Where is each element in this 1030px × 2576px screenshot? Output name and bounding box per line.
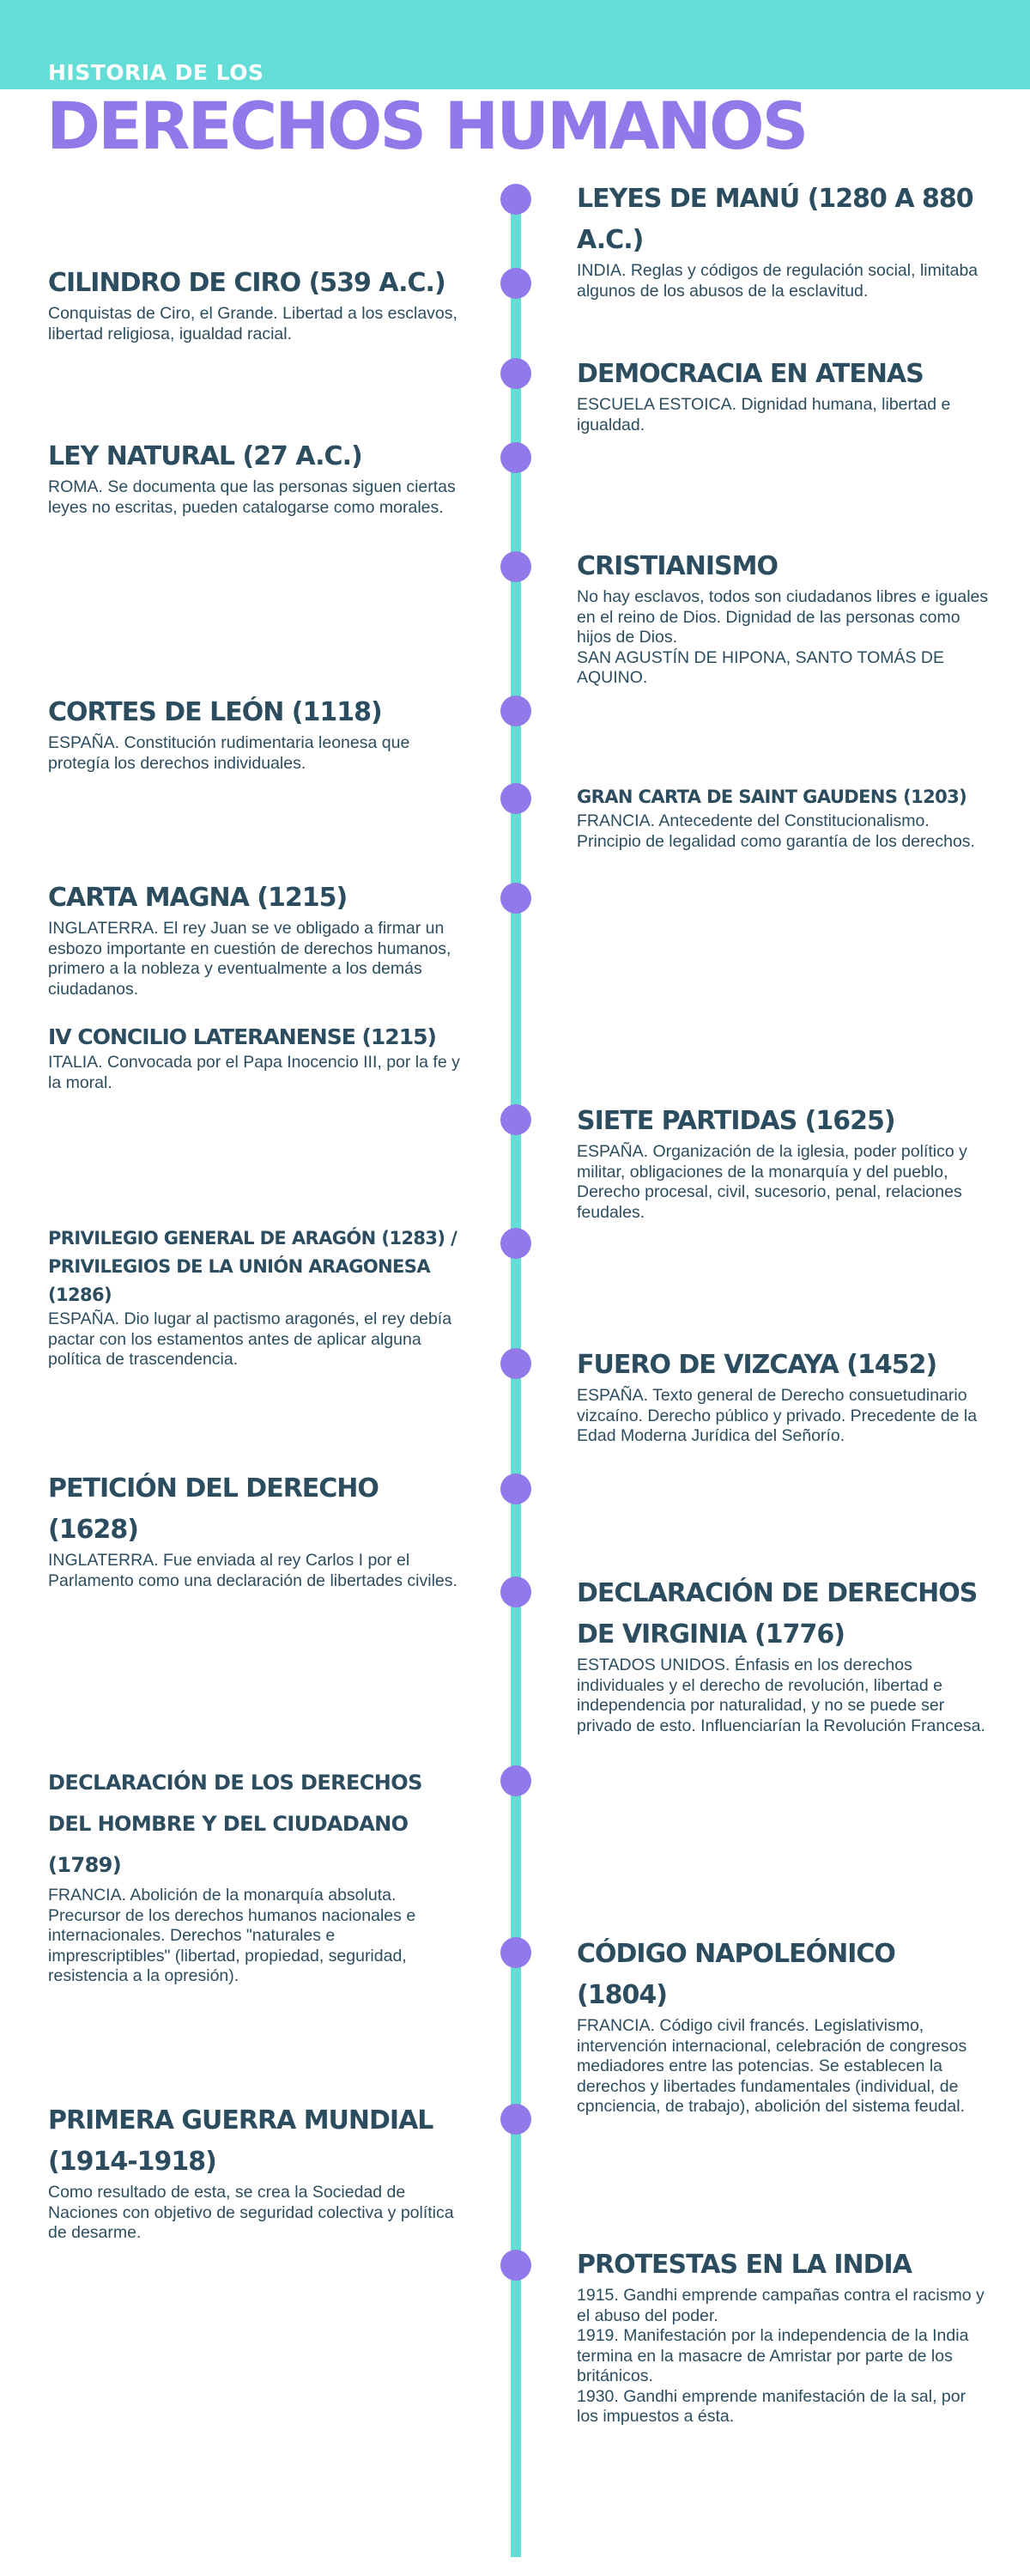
timeline-dot xyxy=(500,551,531,582)
timeline-dot xyxy=(500,1348,531,1379)
header-supertitle: HISTORIA DE LOS xyxy=(48,60,264,85)
event-description: Como resultado de esta, se crea la Sociedad de Naciones con objetivo de seguridad colectiva y política de desarme. xyxy=(48,2183,454,2242)
timeline-dot xyxy=(500,1937,531,1968)
event-primera-guerra-mundial xyxy=(48,2100,460,2244)
event-description: ESCUELA ESTOICA. Dignidad humana, libertad e igualdad. xyxy=(577,395,951,434)
timeline-dot xyxy=(500,268,531,299)
event-privilegio-general-aragon xyxy=(48,1224,460,1370)
event-title: PRIVILEGIO GENERAL DE ARAGÓN (1283) / PRIVILEGIOS DE LA UNIÓN ARAGONESA (1286) xyxy=(48,1228,457,1305)
event-description: ESTADOS UNIDOS. Énfasis en los derechos individuales y el derecho de revolución, libertad e independencia por naturalidad, y no se puede ser privado de esto. Influenciarían la Revolución Francesa. xyxy=(577,1656,985,1735)
event-description: INGLATERRA. El rey Juan se ve obligado a firmar un esbozo importante en cuestión de derechos humanos, primero a la nobleza y eventualmente a los demás ciudadanos. xyxy=(48,919,451,999)
timeline-dot xyxy=(500,1473,531,1504)
event-description: ESPAÑA. Dio lugar al pactismo aragonés, el rey debía pactar con los estamentos antes de aplicar alguna política de trascendencia. xyxy=(48,1309,452,1369)
event-description: ESPAÑA. Constitución rudimentaria leonesa que protegía los derechos individuales. xyxy=(48,733,410,773)
event-iv-concilio-lateranense xyxy=(48,1022,460,1093)
event-title: SIETE PARTIDAS (1625) xyxy=(577,1106,895,1136)
event-description: FRANCIA. Antecedente del Constitucionalismo. Principio de legalidad como garantía de los derechos. xyxy=(577,811,975,851)
event-fuero-de-vizcaya xyxy=(577,1345,989,1447)
page-title: DERECHOS HUMANOS xyxy=(46,88,807,164)
event-description: 1915. Gandhi emprende campañas contra el racismo y el abuso del poder. 1919. Manifestación por la independencia de la India termina en la masacre de Amristar por parte de los británicos. 1930. Gandhi emprende manifestación de la sal, por los impuestos a ésta. xyxy=(577,2286,985,2426)
event-title: CORTES DE LEÓN (1118) xyxy=(48,697,382,727)
event-declaracion-derechos-hombre xyxy=(48,1762,460,1987)
event-cortes-de-leon xyxy=(48,692,460,774)
event-carta-magna xyxy=(48,878,460,999)
event-ley-natural xyxy=(48,436,460,518)
event-protestas-en-la-india xyxy=(577,2245,989,2427)
event-peticion-del-derecho xyxy=(48,1468,460,1591)
timeline-dot xyxy=(500,883,531,914)
timeline-dot xyxy=(500,358,531,389)
event-title: PETICIÓN DEL DERECHO (1628) xyxy=(48,1473,379,1545)
timeline-dot xyxy=(500,184,531,215)
event-title: CARTA MAGNA (1215) xyxy=(48,883,348,913)
timeline-dot xyxy=(500,1765,531,1796)
timeline-dot xyxy=(500,2250,531,2281)
event-title: GRAN CARTA DE SAINT GAUDENS (1203) xyxy=(577,787,967,807)
event-siete-partidas xyxy=(577,1101,989,1223)
event-title: LEY NATURAL (27 A.C.) xyxy=(48,441,362,471)
event-title: DECLARACIÓN DE DERECHOS DE VIRGINIA (1776) xyxy=(577,1578,978,1649)
event-description: INDIA. Reglas y códigos de regulación social, limitaba algunos de los abusos de la esclavitud. xyxy=(577,261,978,301)
event-description: Conquistas de Ciro, el Grande. Libertad a los esclavos, libertad religiosa, igualdad racial. xyxy=(48,304,457,343)
event-gran-carta-saint-gaudens xyxy=(577,783,989,852)
event-democracia-en-atenas xyxy=(577,354,989,435)
timeline-dot xyxy=(500,1228,531,1259)
event-cilindro-de-ciro xyxy=(48,263,460,344)
timeline-dot xyxy=(500,1104,531,1135)
event-title: FUERO DE VIZCAYA (1452) xyxy=(577,1350,937,1380)
timeline-dot xyxy=(500,1577,531,1607)
event-title: PRIMERA GUERRA MUNDIAL (1914-1918) xyxy=(48,2105,433,2177)
event-leyes-de-manu xyxy=(577,179,989,301)
event-title: CILINDRO DE CIRO (539 A.C.) xyxy=(48,268,445,298)
timeline-dot xyxy=(500,2104,531,2135)
event-title: PROTESTAS EN LA INDIA xyxy=(577,2250,912,2280)
event-description: INGLATERRA. Fue enviada al rey Carlos I por el Parlamento como una declaración de libertades civiles. xyxy=(48,1551,457,1590)
event-description: FRANCIA. Abolición de la monarquía absoluta. Precursor de los derechos humanos nacionales e internacionales. Derechos "naturales e imprescriptibles" (libertad, propiedad, seguridad, resistencia a la opresión). xyxy=(48,1886,416,1985)
event-description: ESPAÑA. Texto general de Derecho consuetudinario vizcaíno. Derecho público y privado. Precedente de la Edad Moderna Jurídica del Señorío. xyxy=(577,1386,978,1445)
event-title: CÓDIGO NAPOLEÓNICO (1804) xyxy=(577,1939,895,2010)
event-cristianismo xyxy=(577,546,989,689)
event-title: DECLARACIÓN DE LOS DERECHOS DEL HOMBRE Y DEL CIUDADANO (1789) xyxy=(48,1771,422,1877)
event-codigo-napoleonico xyxy=(577,1934,989,2117)
event-description: FRANCIA. Código civil francés. Legislativismo, intervención internacional, celebración de congresos mediadores entre las potencias. Se establecen la derechos y libertades fundamentales (individual, de cpnciencia, de trabajo), abolición del sistema feudal. xyxy=(577,2016,967,2116)
timeline-dot xyxy=(500,442,531,473)
timeline-dot xyxy=(500,783,531,814)
timeline-dot xyxy=(500,696,531,726)
event-description: No hay esclavos, todos son ciudadanos libres e iguales en el reino de Dios. Dignidad de las personas como hijos de Dios. SAN AGUSTÍN DE HIPONA, SANTO TOMÁS DE AQUINO. xyxy=(577,587,989,687)
event-title: CRISTIANISMO xyxy=(577,551,778,581)
event-description: ROMA. Se documenta que las personas siguen ciertas leyes no escritas, pueden catalogarse como morales. xyxy=(48,477,456,517)
event-title: DEMOCRACIA EN ATENAS xyxy=(577,359,924,389)
event-declaracion-virginia xyxy=(577,1573,989,1736)
event-description: ITALIA. Convocada por el Papa Inocencio III, por la fe y la moral. xyxy=(48,1053,460,1092)
event-title: LEYES DE MANÚ (1280 A 880 A.C.) xyxy=(577,184,973,255)
event-title: IV CONCILIO LATERANENSE (1215) xyxy=(48,1024,436,1049)
event-description: ESPAÑA. Organización de la iglesia, poder político y militar, obligaciones de la monarquía y del pueblo, Derecho procesal, civil, sucesorio, penal, relaciones feudales. xyxy=(577,1142,967,1222)
